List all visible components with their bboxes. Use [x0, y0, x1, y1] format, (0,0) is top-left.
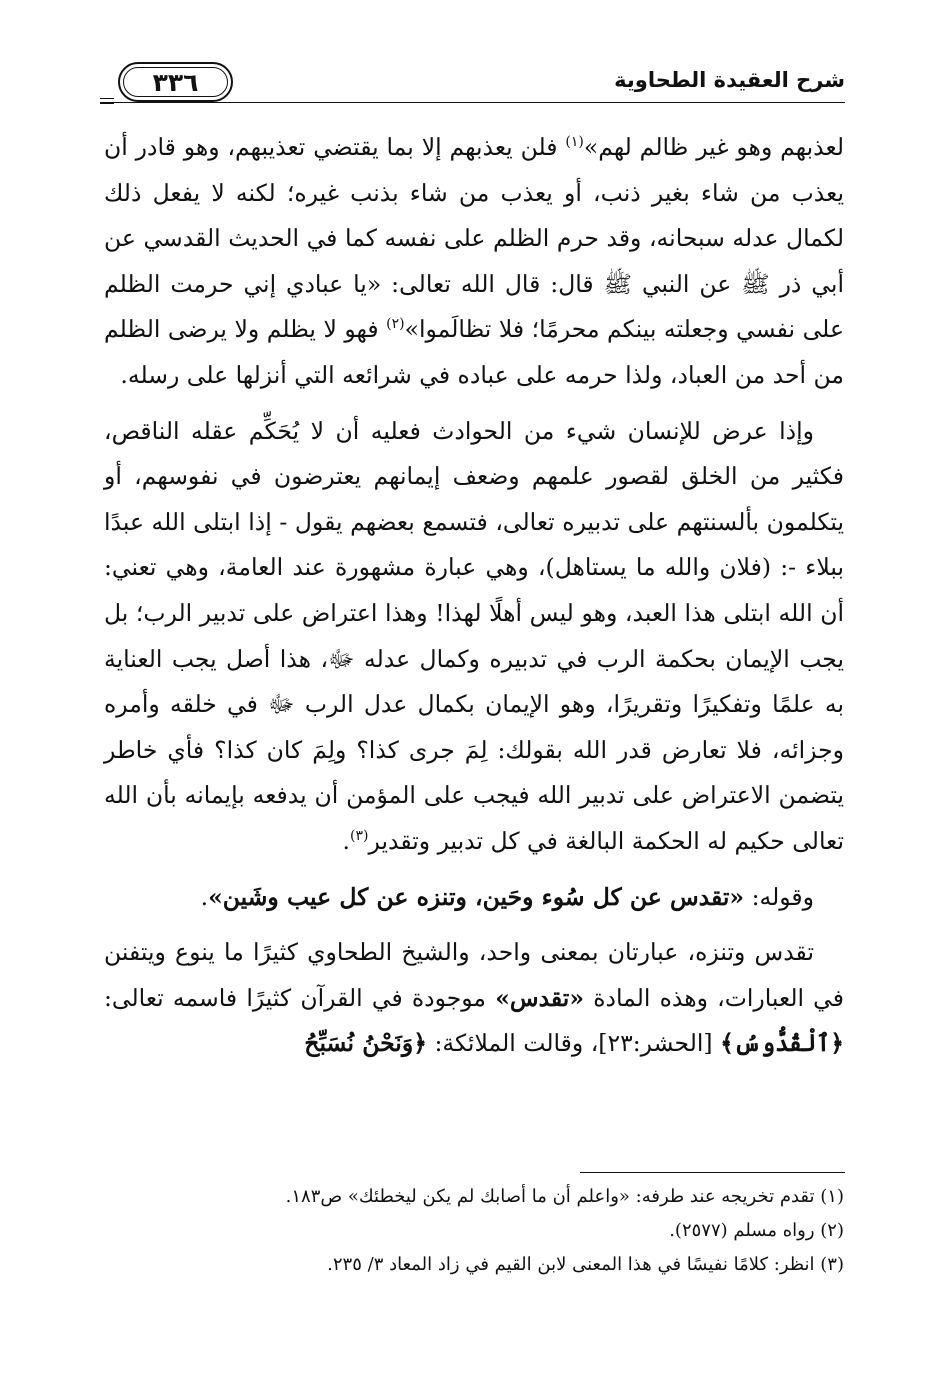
paragraph [104, 930, 844, 1067]
running-title: شرح العقيدة الطحاوية [614, 68, 845, 92]
body-text [104, 125, 844, 1077]
footnote: (١) تقدم تخريجه عند طرفه: «واعلم أن ما أصابك لم يكن ليخطئك» ص١٨٣. [285, 1186, 844, 1207]
footnote: (٢) رواه مسلم (٢٥٧٧). [669, 1220, 844, 1241]
text-run: موجودة في القرآن كثيرًا فاسمه تعالى: [104, 983, 496, 1012]
text-run: . [342, 826, 351, 855]
quoted-text: «تقدس عن كل سُوء وحَين، وتنزه عن كل عيب وشَين» [208, 882, 745, 911]
footnotes [104, 1180, 844, 1282]
paragraph [104, 125, 844, 399]
quoted-word: «تقدس» [495, 983, 585, 1012]
text-run: فلن يعذبهم إلا بما يقتضي تعذيبهم، وهو قادر أن يعذب من شاء بغير ذنب، أو يعذب من شاء بذنب غيره؛ لكنه لا يفعل ذلك لكمال عدله سبحانه، وقد حرم الظلم على نفسه كما في الحديث القدسي عن أبي ذر ﷺ عن النبي ﷺ قال: قال الله تعالى: «يا عبادي إني حرمت الظلم على نفسي وجعلته بينكم محرمًا؛ فلا تظالَموا» [104, 133, 844, 344]
header-rule [100, 102, 845, 103]
footnote-ref[interactable]: (١) [565, 134, 584, 151]
footnote-ref[interactable]: (٣) [350, 828, 369, 845]
text-run: لعذبهم وهو غير ظالم لهم» [583, 133, 844, 161]
paragraph [104, 409, 844, 865]
text-run: وقوله: [744, 882, 814, 911]
paragraph [104, 875, 844, 921]
quran-verse: ﴿ٱلْقُدُّوسُ﴾ [720, 1029, 844, 1058]
quran-verse: ﴿وَنَحْنُ نُسَبِّحُ [304, 1029, 427, 1058]
text-run: وإذا عرض للإنسان شيء من الحوادث فعليه أن لا يُحَكِّم عقله الناقص، فكثير من الخلق لقصور علمهم وضعف إيمانهم يعترضون في نفوسهم، أو يتكلمون بألسنتهم على تدبيره تعالى، فتسمع بعضهم يقول - إذا ابتلى الله عبدًا ببلاء -: (فلان والله ما يستاهل)، وهي عبارة مشهورة عند العامة، وهي تعني: أن الله ابتلى هذا العبد، وهو ليس أهلًا لهذا! وهذا اعتراض على تدبير الرب؛ بل يجب الإيمان بحكمة الرب في تدبيره وكمال عدله ﷻ، هذا أصل يجب العناية به علمًا وتفكيرًا وتقريرًا، وهو الإيمان بكمال عدل الرب ﷻ في خلقه وأمره وجزائه، فلا تعارض قدر الله بقولك: لِمَ جرى كذا؟ ولِمَ كان كذا؟ فأي خاطر يتضمن الاعتراض على تدبير الله فيجب على المؤمن أن يدفعه بإيمانه بأن الله تعالى حكيم له الحكمة البالغة في كل تدبير وتقدير [104, 416, 844, 855]
text-run: فهو لا يظلم ولا يرضى الظلم من أحد من العباد، ولذا حرمه على عباده في شرائعه التي أنزلها على رسله. [104, 315, 844, 389]
footnote-rule [580, 1172, 845, 1173]
header-tick-line [100, 103, 114, 104]
page-number: ٣٣٦ [152, 67, 199, 97]
page-number-badge [118, 62, 233, 102]
footnote-ref[interactable]: (٢) [386, 316, 405, 333]
text-run: . [200, 882, 209, 911]
footnote: (٣) انظر: كلامًا نفيسًا في هذا المعنى لابن القيم في زاد المعاد ٣/ ٢٣٥. [327, 1254, 844, 1275]
page-header [100, 62, 845, 110]
header-tick-line [100, 98, 114, 99]
text-run: [الحشر:٢٣]، وقالت الملائكة: [426, 1029, 721, 1058]
text-run: تقدس وتنزه، عبارتان بمعنى واحد، والشيخ الطحاوي كثيرًا ما ينوع ويتفنن في العبارات، وهذه المادة [104, 938, 845, 1012]
